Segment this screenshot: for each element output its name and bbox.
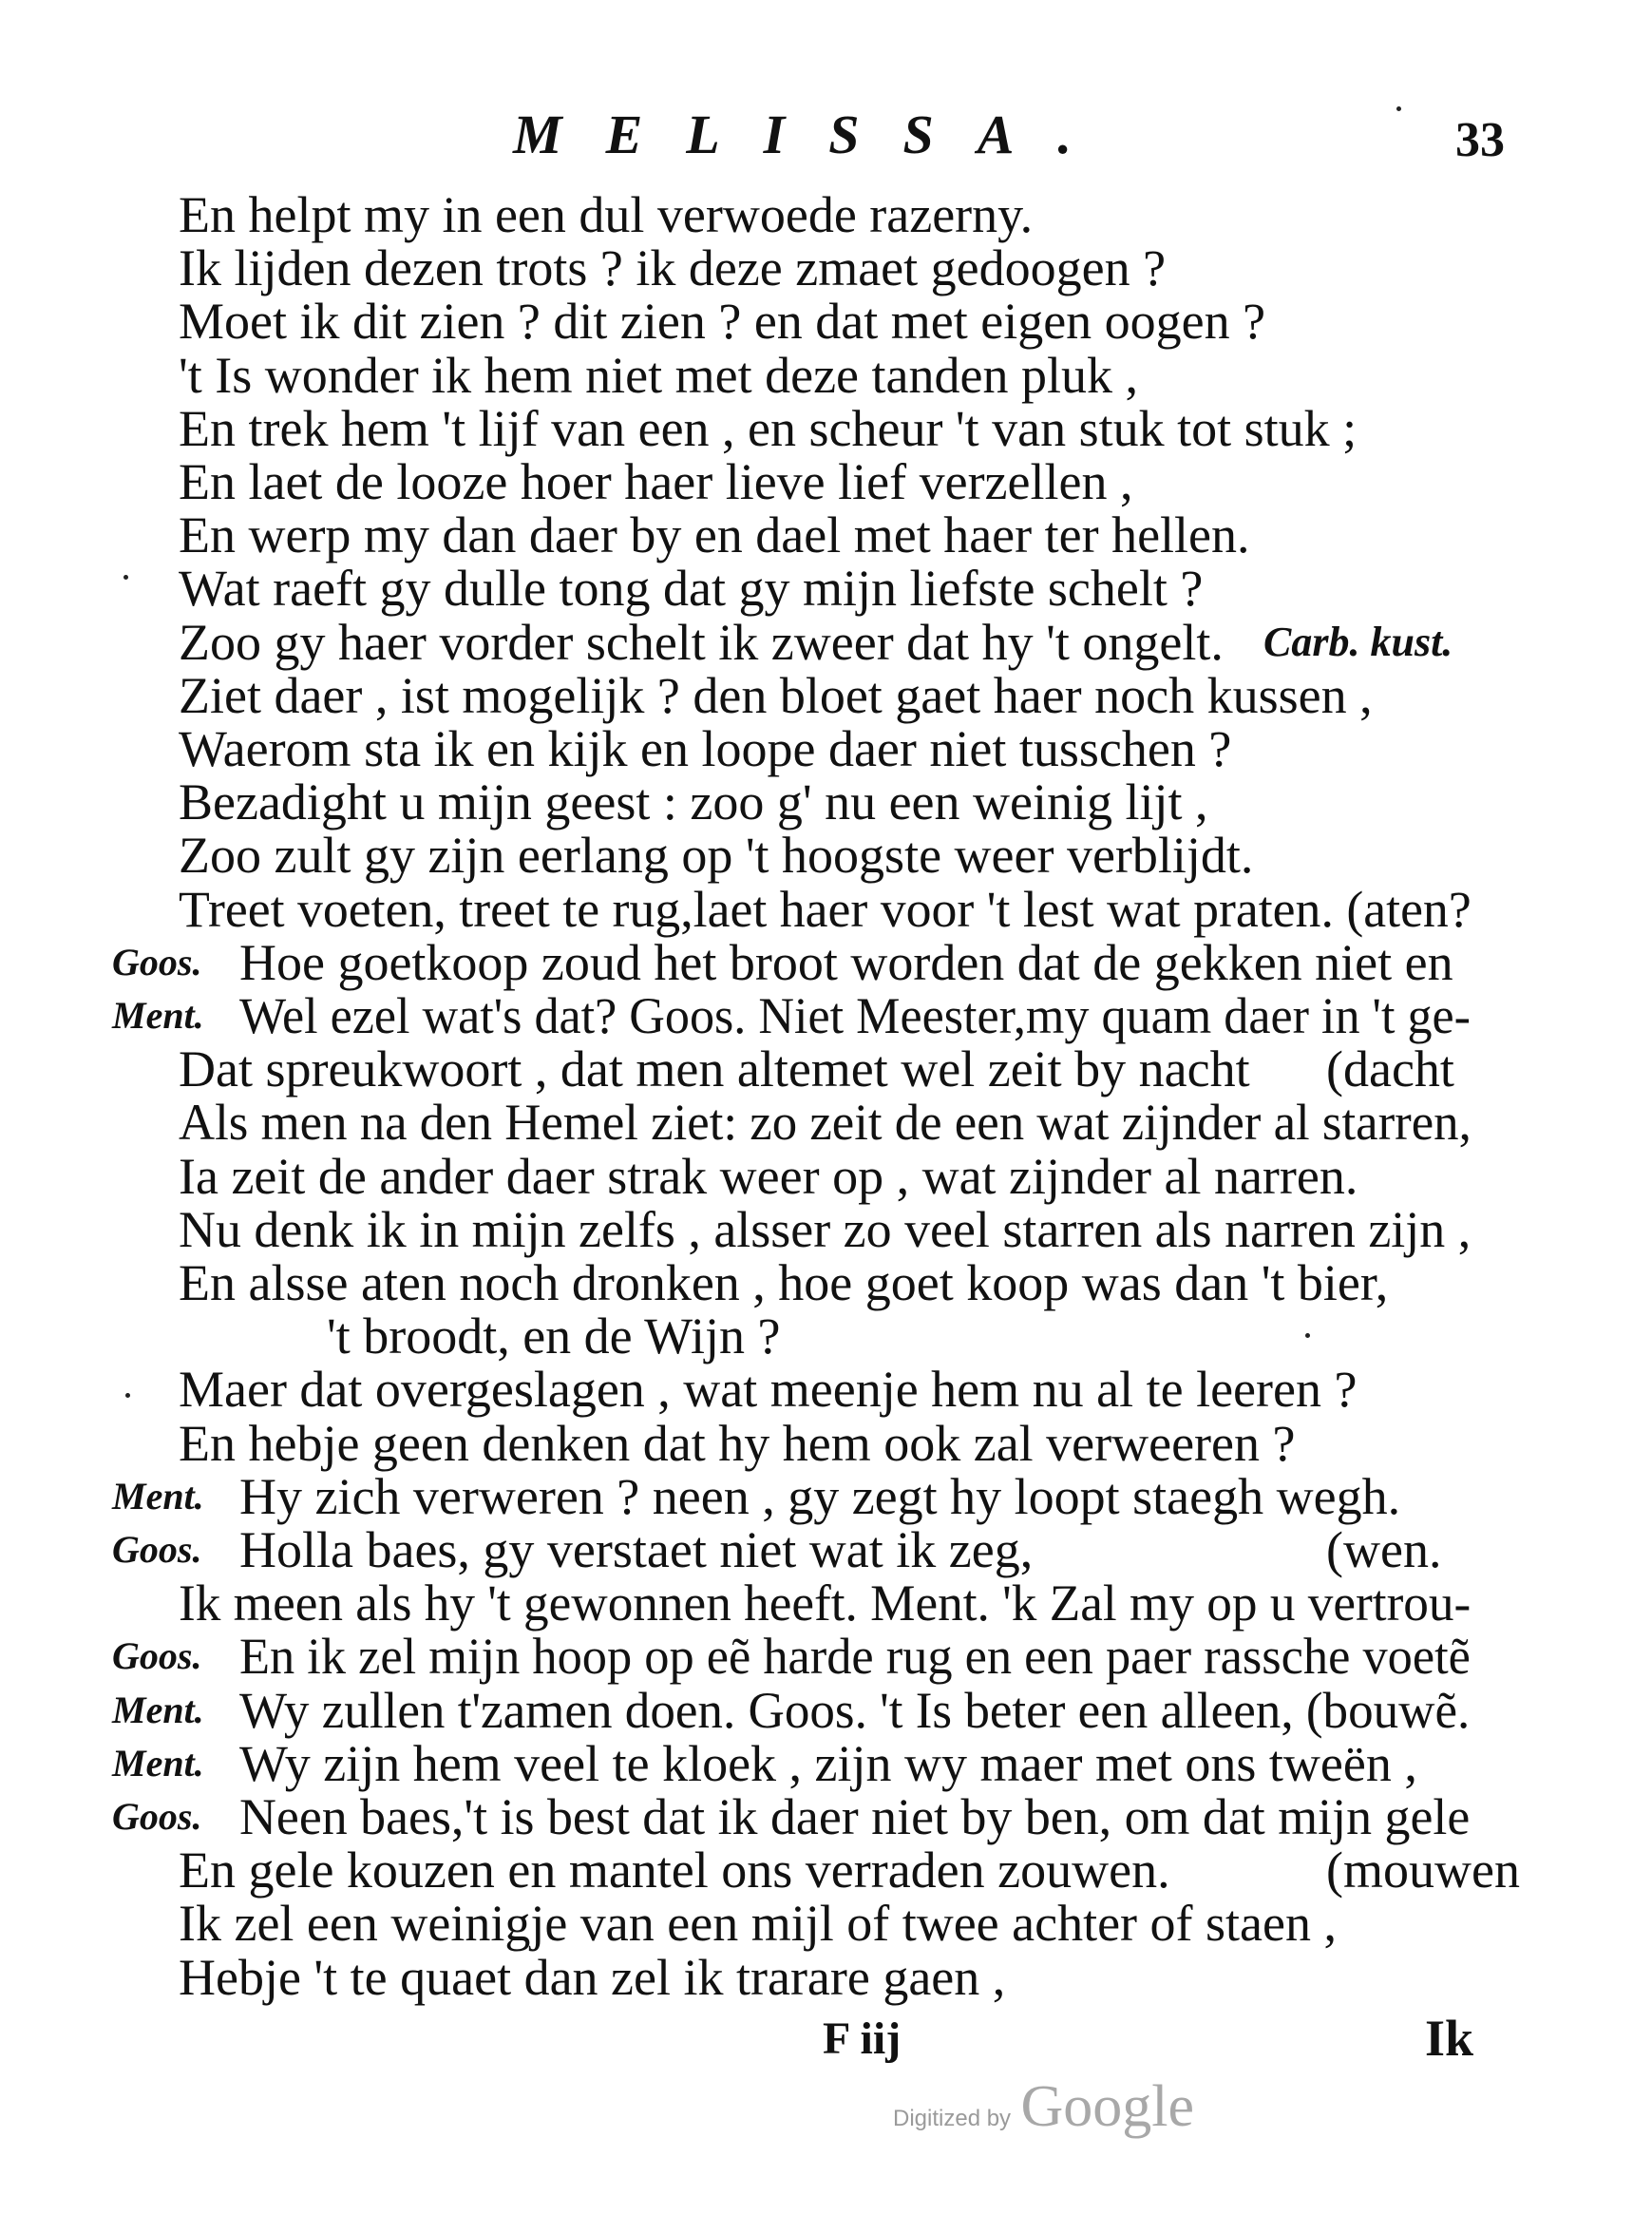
ink-speck [1305,1333,1310,1338]
verse-line: Hebje 't te quaet dan zel ik trarare gaen , [179,1949,1006,2006]
catchword: Ik [1425,2010,1474,2067]
turnover-fragment: (wen. [1326,1521,1442,1578]
digitization-watermark [893,2073,1194,2141]
speaker-label: Ment. [112,1742,204,1785]
signature-mark: F iij [823,2014,902,2064]
verse-line: Hoe goetkoop zoud het broot worden dat de gekken niet en [239,934,1453,991]
verse-line: En alsse aten noch dronken , hoe goet koop was dan 't bier, [179,1254,1389,1311]
verse-line: Ik meen als hy 't gewonnen heeft. Ment. 'k Zal my op u vertrou- [179,1575,1472,1632]
verse-line: 't Is wonder ik hem niet met deze tanden pluk , [179,347,1138,404]
ink-speck [125,1393,130,1398]
watermark-prefix: Digitized by [893,2106,1012,2131]
verse-line: Wy zullen t'zamen doen. Goos. 't Is beter een alleen, (bouwẽ. [239,1682,1471,1739]
verse-line: Zoo gy haer vorder schelt ik zweer dat hy 't ongelt. [179,614,1224,671]
running-title: MELISSA. [513,104,1115,165]
verse-line: Treet voeten, treet te rug,laet haer voor 't lest wat praten. (aten? [179,881,1472,938]
speaker-label: Ment. [112,1475,204,1517]
verse-line: En helpt my in een dul verwoede razerny. [179,186,1034,243]
verse-line: Wat raeft gy dulle tong dat gy mijn liefste schelt ? [179,560,1204,617]
verse-line: En ik zel mijn hoop op eẽ harde rug en een paer rassche voetẽ [239,1628,1471,1685]
verse-line: Maer dat overgeslagen , wat meenje hem nu al te leeren ? [179,1361,1358,1418]
verse-line: Wel ezel wat's dat? Goos. Niet Meester,my quam daer in 't ge- [239,987,1471,1044]
google-logo: Google [1020,2074,1195,2139]
verse-line: Neen baes,'t is best dat ik daer niet by ben, om dat mijn gele [239,1788,1471,1845]
verse-line: En laet de looze hoer haer lieve lief verzellen , [179,453,1133,510]
speaker-label: Goos. [112,941,202,983]
verse-line: Zoo zult gy zijn eerlang op 't hoogste weer verblijdt. [179,827,1254,884]
verse-line: Dat spreukwoort , dat men altemet wel zeit by nacht [179,1040,1250,1097]
verse-line: Wy zijn hem veel te kloek , zijn wy maer met ons tweën , [239,1735,1417,1792]
verse-line: Moet ik dit zien ? dit zien ? en dat met eigen oogen ? [179,293,1266,350]
verse-line: En gele kouzen en mantel ons verraden zouwen. [179,1842,1170,1899]
verse-line: Ik lijden dezen trots ? ik deze zmaet gedoogen ? [179,239,1167,296]
verse-line: Waerom sta ik en kijk en loope daer niet tusschen ? [179,720,1232,777]
verse-line: Hy zich verweren ? neen , gy zegt hy loopt staegh wegh. [239,1468,1401,1525]
turnover-fragment: (dacht [1326,1040,1454,1097]
turnover-fragment: (mouwen [1326,1842,1520,1899]
ink-speck [1396,106,1401,111]
ink-speck [123,575,128,580]
speaker-label: Goos. [112,1528,202,1571]
speaker-label: Ment. [112,994,204,1037]
speaker-label: Ment. [112,1689,204,1731]
verse-line: Bezadight u mijn geest : zoo g' nu een weinig lijt , [179,773,1208,830]
stage-direction: Carb. kust. [1263,619,1453,665]
verse-line: Ia zeit de ander daer strak weer op , wat zijnder al narren. [179,1148,1358,1205]
verse-line: Ik zel een weinigje van een mijl of twee achter of staen , [179,1895,1337,1952]
speaker-label: Goos. [112,1634,202,1677]
verse-line: Als men na den Hemel ziet: zo zeit de een wat zijnder al starren, [179,1094,1472,1151]
verse-line: Nu denk ik in mijn zelfs , alsser zo veel starren als narren zijn , [179,1201,1472,1258]
verse-line: 't broodt, en de Wijn ? [327,1307,781,1365]
verse-line: En werp my dan daer by en dael met haer ter hellen. [179,506,1250,563]
speaker-label: Goos. [112,1795,202,1838]
page-number: 33 [1455,113,1505,167]
verse-line: Ziet daer , ist mogelijk ? den bloet gaet haer noch kussen , [179,667,1373,724]
verse-line: Holla baes, gy verstaet niet wat ik zeg, [239,1521,1034,1578]
verse-line: En hebje geen denken dat hy hem ook zal verweeren ? [179,1415,1296,1472]
verse-line: En trek hem 't lijf van een , en scheur 't van stuk tot stuk ; [179,400,1358,457]
